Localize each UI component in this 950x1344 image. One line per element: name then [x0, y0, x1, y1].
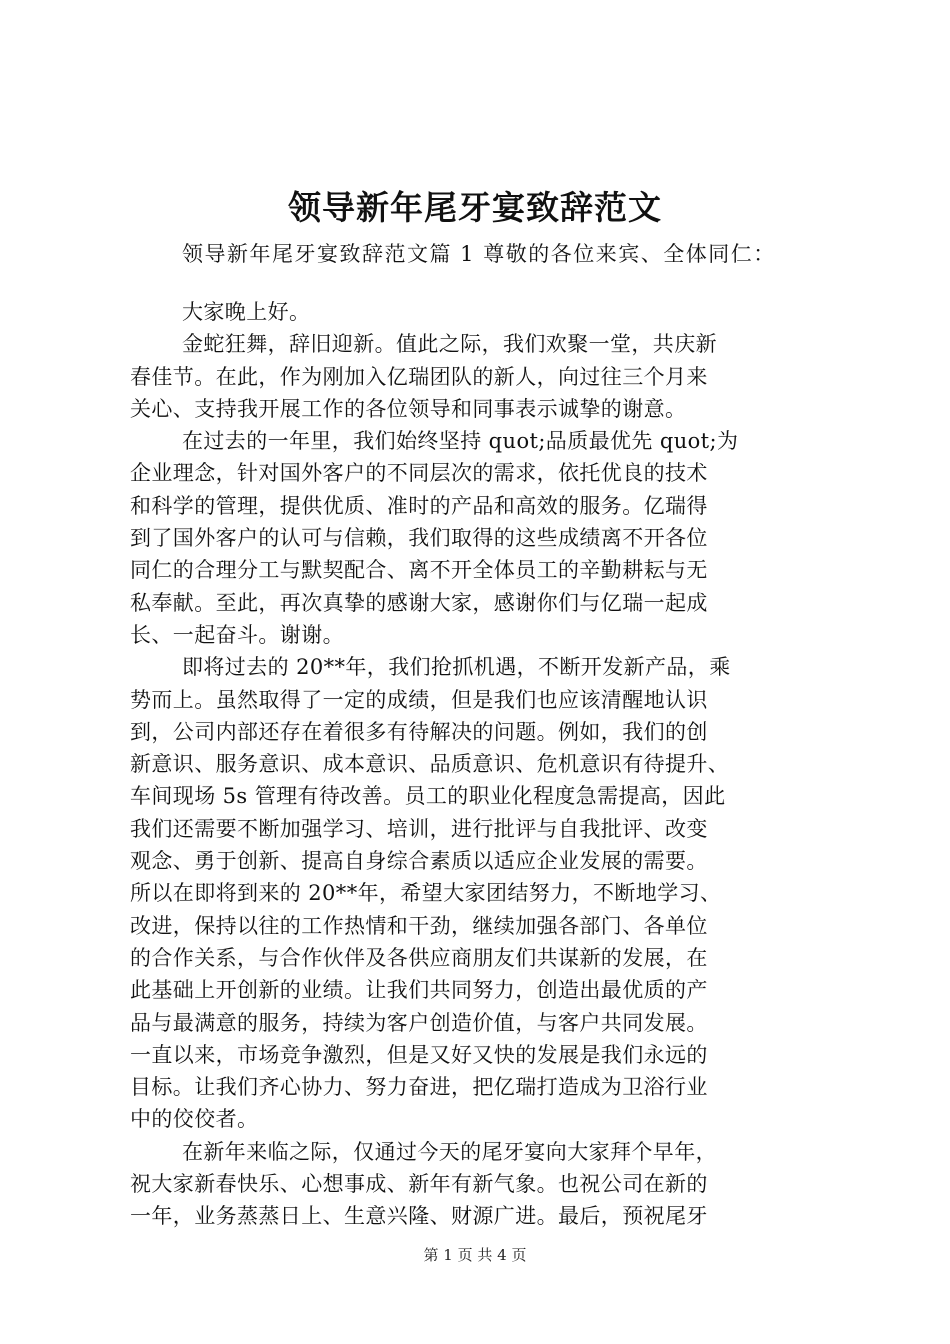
body-line: 即将过去的 20**年，我们抢抓机遇，不断开发新产品，乘	[182, 655, 731, 680]
body-line: 我们还需要不断加强学习、培训，进行批评与自我批评、改变	[130, 816, 708, 841]
body-line: 同仁的合理分工与默契配合、离不开全体员工的辛勤耕耘与无	[130, 558, 708, 583]
document-subtitle: 领导新年尾牙宴致辞范文篇 1 尊敬的各位来宾、全体同仁：	[182, 242, 776, 266]
body-line: 金蛇狂舞，辞旧迎新。值此之际，我们欢聚一堂，共庆新	[182, 332, 717, 357]
body-line: 观念、勇于创新、提高自身综合素质以适应企业发展的需要。	[130, 849, 708, 874]
document-title: 领导新年尾牙宴致辞范文	[288, 188, 662, 227]
body-line: 所以在即将到来的 20**年，希望大家团结努力，不断地学习、	[130, 881, 722, 906]
body-line: 春佳节。在此，作为刚加入亿瑞团队的新人，向过往三个月来	[130, 364, 708, 389]
body-line: 到了国外客户的认可与信赖，我们取得的这些成绩离不开各位	[130, 526, 708, 551]
body-line: 到，公司内部还存在着很多有待解决的问题。例如，我们的创	[130, 719, 708, 744]
document-body	[130, 296, 830, 1233]
body-line: 新意识、服务意识、成本意识、品质意识、危机意识有待提升、	[130, 752, 730, 777]
body-line: 企业理念，针对国外客户的不同层次的需求，依托优良的技术	[130, 461, 708, 486]
body-line: 和科学的管理，提供优质、准时的产品和高效的服务。亿瑞得	[130, 493, 708, 518]
body-line: 关心、支持我开展工作的各位领导和同事表示诚挚的谢意。	[130, 396, 687, 421]
body-line: 私奉献。至此，再次真挚的感谢大家，感谢你们与亿瑞一起成	[130, 590, 708, 615]
page-footer: 第 1 页 共 4 页	[423, 1246, 527, 1264]
body-line: 在新年来临之际，仅通过今天的尾牙宴向大家拜个早年，	[182, 1139, 717, 1164]
body-line: 长、一起奋斗。谢谢。	[130, 622, 344, 647]
body-line: 一直以来，市场竞争激烈，但是又好又快的发展是我们永远的	[130, 1042, 708, 1067]
body-line: 此基础上开创新的业绩。让我们共同努力，创造出最优质的产	[130, 978, 708, 1003]
body-line: 势而上。虽然取得了一定的成绩，但是我们也应该清醒地认识	[130, 687, 708, 712]
body-line: 的合作关系，与合作伙伴及各供应商朋友们共谋新的发展，在	[130, 945, 708, 970]
body-line: 大家晚上好。	[182, 300, 311, 324]
body-line: 品与最满意的服务，持续为客户创造价值，与客户共同发展。	[130, 1010, 708, 1035]
body-line: 车间现场 5s 管理有待改善。员工的职业化程度急需提高，因此	[130, 784, 726, 809]
body-line: 目标。让我们齐心协力、努力奋进，把亿瑞打造成为卫浴行业	[130, 1075, 708, 1100]
body-line: 中的佼佼者。	[130, 1107, 259, 1132]
body-line: 改进，保持以往的工作热情和干劲，继续加强各部门、各单位	[130, 913, 708, 938]
body-line: 在过去的一年里，我们始终坚持 quot;品质最优先 quot;为	[182, 429, 739, 454]
body-line: 一年，业务蒸蒸日上、生意兴隆、财源广进。最后，预祝尾牙	[130, 1204, 708, 1229]
body-line: 祝大家新春快乐、心想事成、新年有新气象。也祝公司在新的	[130, 1172, 708, 1197]
